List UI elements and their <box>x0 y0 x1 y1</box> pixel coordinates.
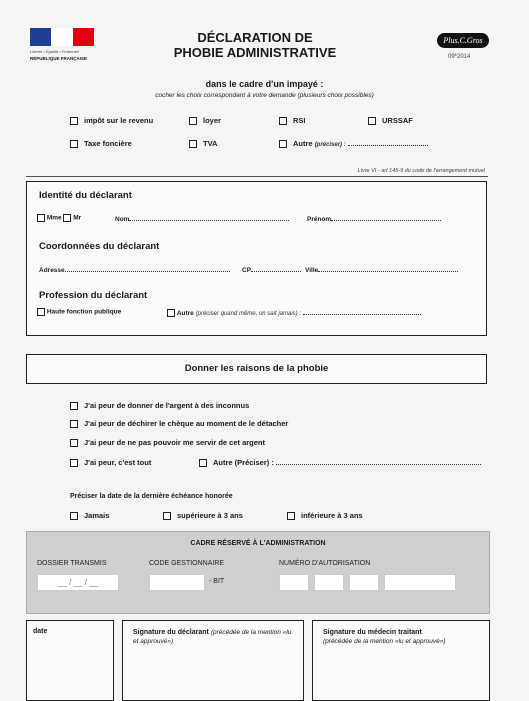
civility-options: Mme Mr <box>37 214 81 222</box>
option-haute-fonction[interactable]: Haute fonction publique <box>37 308 121 316</box>
ville-field[interactable]: Ville <box>305 265 458 274</box>
context-instructions: cocher les choix correspondant à votre demande (plusieurs choix possibles) <box>155 92 374 99</box>
checkbox[interactable] <box>189 117 197 125</box>
reason-item[interactable]: J'ai peur de déchirer le chèque au moment de le détacher <box>70 419 288 428</box>
option-profession-autre[interactable]: Autre (préciser quand même, on sait jamais) : <box>167 308 421 317</box>
numero-input-3[interactable] <box>349 574 379 591</box>
declarant-section <box>26 181 487 336</box>
checkbox[interactable] <box>70 512 78 520</box>
declarant-signature-box[interactable] <box>122 620 304 701</box>
checkbox[interactable] <box>287 512 295 520</box>
option-superieure[interactable]: supérieure à 3 ans <box>163 511 243 520</box>
checkbox[interactable] <box>70 459 78 467</box>
coordonnees-title: Coordonnées du déclarant <box>39 241 160 252</box>
checkbox[interactable] <box>199 459 207 467</box>
echeance-prompt: Préciser la date de la dernière échéance honorée <box>70 493 233 500</box>
medecin-signature-label: Signature du médecin traitant <box>323 629 422 636</box>
checkbox[interactable] <box>70 117 78 125</box>
option-tva[interactable]: TVA <box>189 139 217 148</box>
checkbox[interactable] <box>189 140 197 148</box>
numero-input-2[interactable] <box>314 574 344 591</box>
checkbox[interactable] <box>163 512 171 520</box>
medecin-signature-note: (précédée de la mention «lu et approuvé») <box>323 638 446 645</box>
reasons-title: Donner les raisons de la phobie <box>184 363 329 374</box>
adresse-field[interactable]: Adresse <box>39 265 230 274</box>
profession-title: Profession du déclarant <box>39 290 148 301</box>
logo-republic: RÉPUBLIQUE FRANÇAISE <box>30 56 88 61</box>
date-box[interactable] <box>26 620 114 701</box>
admin-title: CADRE RÉSERVÉ À L'ADMINISTRATION <box>190 540 326 547</box>
checkbox[interactable] <box>167 309 175 317</box>
declarant-signature-note: (précédée de la mention «lu et approuvé») <box>133 629 292 645</box>
option-rsi[interactable]: RSI <box>279 116 306 125</box>
reason-item[interactable]: J'ai peur de ne pas pouvoir me servir de cet argent <box>70 438 265 447</box>
identity-title: Identité du déclarant <box>39 190 132 201</box>
option-taxe-fonciere[interactable]: Taxe foncière <box>70 139 132 148</box>
form-badge: Plus.C.Gros <box>437 33 489 48</box>
checkbox[interactable] <box>37 308 45 316</box>
checkbox[interactable] <box>279 117 287 125</box>
option-inferieure[interactable]: inférieure à 3 ans <box>287 511 363 520</box>
dossier-date-input[interactable]: __ / __ / __ <box>37 574 119 591</box>
numero-label: NUMÉRO D'AUTORISATION <box>279 560 371 567</box>
nom-field[interactable]: Nom <box>115 214 289 223</box>
bit-label: - BIT <box>209 578 225 585</box>
cp-field[interactable]: CP <box>242 265 301 274</box>
date-label: date <box>33 628 48 635</box>
checkbox[interactable] <box>279 140 287 148</box>
reasons-header <box>26 354 487 384</box>
checkbox[interactable] <box>70 420 78 428</box>
option-urssaf[interactable]: URSSAF <box>368 116 413 125</box>
option-loyer[interactable]: loyer <box>189 116 221 125</box>
legal-reference: Livre VI - art 145-9 du code de l'arrangement mutuel <box>357 168 485 174</box>
checkbox-mme[interactable] <box>37 214 45 222</box>
code-input[interactable] <box>149 574 205 591</box>
checkbox[interactable] <box>368 117 376 125</box>
page-title: DÉCLARATION DE PHOBIE ADMINISTRATIVE <box>173 30 337 60</box>
option-autre[interactable]: Autre (préciser) : <box>279 139 428 148</box>
form-date: 09*2014 <box>448 54 471 60</box>
french-flag-icon <box>30 28 94 46</box>
reason-autre-line[interactable] <box>276 458 481 465</box>
logo-motto: Liberté • Égalité • Fraternité <box>30 49 79 54</box>
dossier-label: DOSSIER TRANSMIS <box>37 560 107 567</box>
autre-input-line[interactable] <box>348 139 428 146</box>
admin-section <box>26 531 490 614</box>
medecin-signature-box[interactable] <box>312 620 490 701</box>
reason-autre[interactable]: Autre (Préciser) : <box>199 458 481 467</box>
divider <box>26 176 488 177</box>
checkbox[interactable] <box>70 439 78 447</box>
context-heading: dans le cadre d'un impayé : <box>205 79 324 89</box>
checkbox[interactable] <box>70 402 78 410</box>
option-jamais[interactable]: Jamais <box>70 511 109 520</box>
code-label: CODE GESTIONNAIRE <box>149 560 225 567</box>
checkbox-mr[interactable] <box>63 214 71 222</box>
reason-item[interactable]: J'ai peur de donner de l'argent à des inconnus <box>70 401 249 410</box>
marianne-logo <box>30 28 94 61</box>
numero-input-4[interactable] <box>384 574 456 591</box>
checkbox[interactable] <box>70 140 78 148</box>
declarant-signature-label: Signature du déclarant <box>133 629 209 636</box>
numero-input-1[interactable] <box>279 574 309 591</box>
reason-item[interactable]: J'ai peur, c'est tout <box>70 458 151 467</box>
prenom-field[interactable]: Prénom <box>307 214 441 223</box>
option-impot[interactable]: impôt sur le revenu <box>70 116 153 125</box>
